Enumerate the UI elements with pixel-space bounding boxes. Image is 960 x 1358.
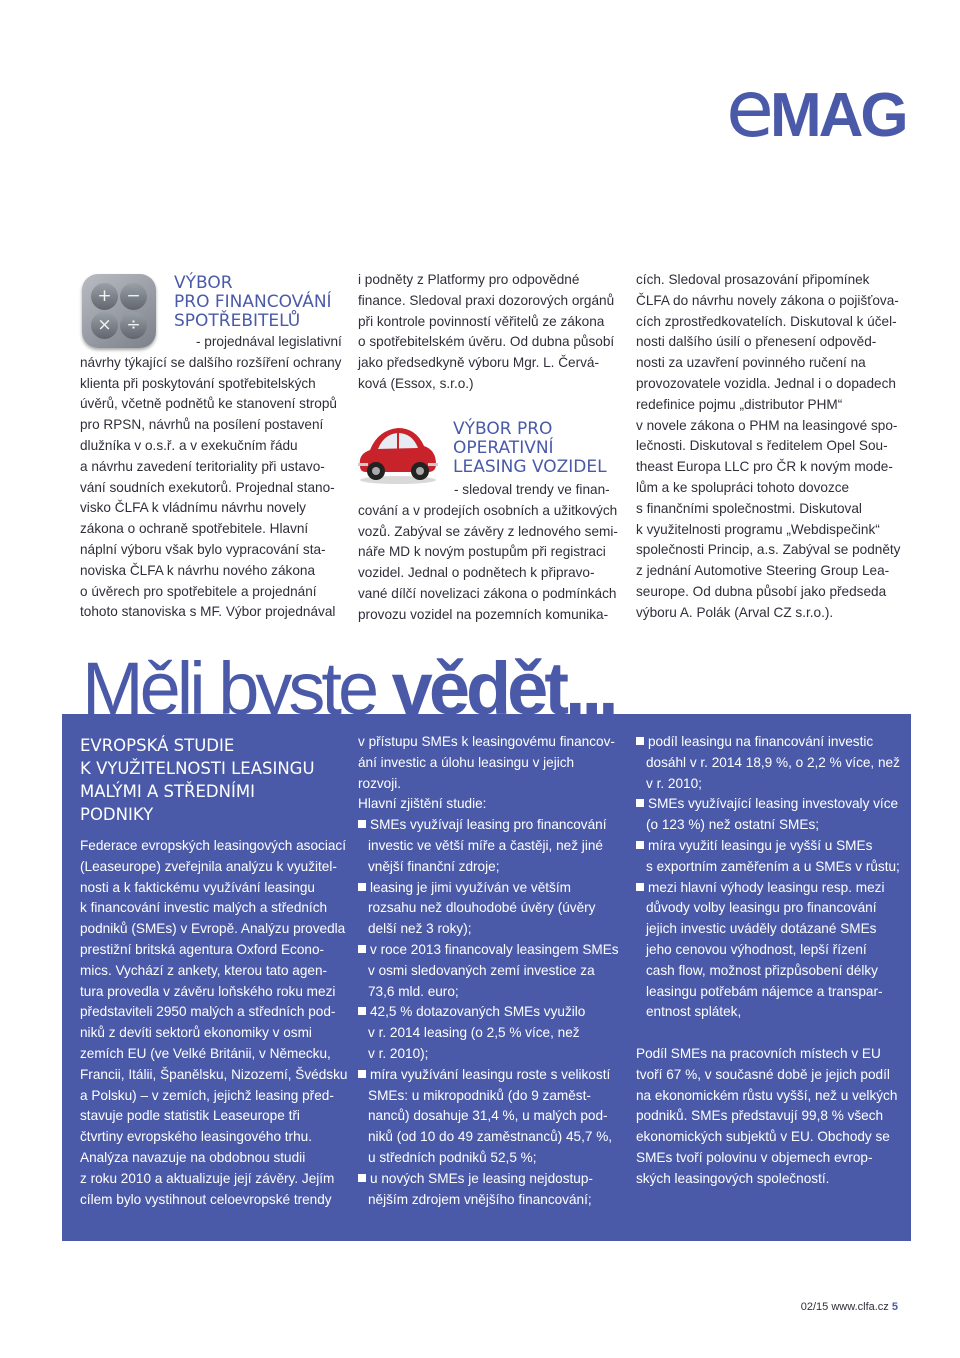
text-line: Federace evropských leasingových asociací bbox=[80, 838, 346, 853]
text-line: cování a v prodejích osobních a užitkových bbox=[358, 502, 618, 518]
bullet-icon bbox=[636, 799, 644, 807]
text-line: s finančními společnostmi. Diskutoval bbox=[636, 500, 862, 516]
text-line: jako předsedkyně výboru Mgr. L. Červá- bbox=[358, 355, 600, 371]
list-item bbox=[358, 878, 628, 899]
text-line: důvody volby leasingu pro financování bbox=[646, 900, 877, 916]
text-line: k využitelnosti programu „Webdispečink“ bbox=[636, 521, 880, 537]
text-line: seurope. Od dubna působí jako předseda bbox=[636, 583, 887, 599]
text-line: s exportním zaměřením a u SMEs v růstu; bbox=[646, 858, 900, 874]
text-line: delší než 3 roky); bbox=[368, 921, 472, 937]
logo-e: e bbox=[726, 65, 770, 155]
text-line: prestižní britská agentura Oxford Econo- bbox=[80, 941, 325, 957]
bullet-icon bbox=[358, 820, 366, 828]
text-line: LEASING VOZIDEL bbox=[453, 457, 607, 477]
text-line: Hlavní zjištění studie: bbox=[358, 796, 487, 812]
text-line: Francii, Itálii, Španělsku, Nizozemí, Švédsku bbox=[80, 1066, 348, 1082]
section2-body bbox=[358, 480, 628, 626]
text-line: i podněty z Platformy pro odpovědné bbox=[358, 272, 580, 287]
text-line: leasingu potřebám nájemce a transpar- bbox=[646, 983, 883, 999]
column2-top-text bbox=[358, 270, 618, 395]
text-line: u středních podniků 52,5 %; bbox=[368, 1149, 537, 1165]
text-line: SMEs: u mikropodniků (do 9 zaměst- bbox=[368, 1087, 591, 1103]
text-line: náplní výboru však bylo vypracování sta- bbox=[80, 541, 326, 557]
text-line: v roce 2013 financovaly leasingem SMEs bbox=[370, 941, 619, 957]
feature-heading bbox=[80, 734, 315, 826]
calculator-icon: + − × ÷ bbox=[82, 274, 156, 348]
logo-mag: MAG bbox=[770, 81, 906, 150]
text-line: k financování investic malých a středních bbox=[80, 900, 328, 916]
text-line: dlužníka v o.s.ř. a v exekučním řádu bbox=[80, 437, 298, 453]
section1-body bbox=[80, 332, 350, 623]
list-item bbox=[636, 878, 911, 899]
text-line: o spotřebitelském úvěru. Od dubna působí bbox=[358, 334, 615, 350]
text-line: vozidel. Jednal o podnětech k připravo- bbox=[358, 565, 595, 581]
text-line: podíl leasingu na financování investic bbox=[648, 734, 874, 749]
text-line: - projednával legislativní bbox=[196, 334, 342, 349]
text-line: 42,5 % dotazovaných SMEs využilo bbox=[370, 1004, 586, 1020]
text-line: z roku 2010 a aktualizuje její závěry. Jejím bbox=[80, 1170, 335, 1186]
text-line: provozu vozidel na pozemních komunika- bbox=[358, 606, 609, 622]
text-line: K VYUŽITELNOSTI LEASINGU bbox=[80, 759, 315, 778]
text-line: ekonomických subjektů v EU. Obchody se bbox=[636, 1129, 890, 1145]
text-line: cílem bylo vystihnout celoevropské trendy bbox=[80, 1191, 332, 1207]
emag-logo bbox=[726, 65, 906, 155]
text-line: podniků. SMEs představují 99,8 % všech bbox=[636, 1108, 884, 1124]
text-line: nějším zdrojem vnějšího financování; bbox=[368, 1191, 592, 1207]
text-line: rozvoji. bbox=[358, 775, 402, 791]
text-line: (o 123 %) než ostatní SMEs; bbox=[646, 817, 820, 833]
text-line: stavuje podle statistik Leaseurope tři bbox=[80, 1108, 300, 1124]
text-line: 73,6 mld. euro; bbox=[368, 983, 459, 999]
text-line: vnější finanční zdroje; bbox=[368, 858, 500, 874]
bullet-icon bbox=[358, 1174, 366, 1182]
text-line: v r. 2014 leasing (o 2,5 % více, než bbox=[368, 1025, 580, 1041]
list-item bbox=[636, 836, 911, 857]
text-line: tohoto stanoviska s MF. Výbor projednával bbox=[80, 604, 336, 620]
text-line: Analýza navazuje na obdobnou studii bbox=[80, 1149, 306, 1165]
text-line: čtvrtiny evropského leasingového trhu. bbox=[80, 1129, 312, 1145]
issue-url[interactable]: 02/15 www.clfa.cz bbox=[800, 1301, 889, 1313]
text-line: výboru A. Polák (Arval CZ s.r.o.). bbox=[636, 604, 834, 620]
column3-body bbox=[636, 270, 916, 624]
text-line: v r. 2010; bbox=[646, 775, 702, 791]
text-line: náře MD k novým postupům při registraci bbox=[358, 544, 606, 560]
text-line: cích zprostředkovatelích. Diskutoval k účel- bbox=[636, 313, 897, 329]
text-line: nosti dalšího úsilí o přenesení odpověd- bbox=[636, 334, 877, 350]
text-line: jejich investic uváděly dotázané SMEs bbox=[646, 921, 877, 937]
text-line: VÝBOR bbox=[174, 273, 233, 293]
text-line: úvěrů, včetně podnětů ke stanovení stropů bbox=[80, 396, 337, 412]
text-line: ání investic a úlohu leasingu v jejich bbox=[358, 754, 575, 770]
text-line: SPOTŘEBITELŮ bbox=[174, 311, 301, 331]
text-line: u nových SMEs je leasing nejdostup- bbox=[370, 1170, 593, 1186]
text-line: mezi hlavní výhody leasingu resp. mezi bbox=[648, 879, 885, 895]
text-line: tvoří 67 %, v současné době je jejich podíl bbox=[636, 1066, 890, 1082]
text-line: cích. Sledoval prosazování připomínek bbox=[636, 272, 870, 287]
feature-col3 bbox=[636, 732, 911, 1190]
text-line bbox=[636, 1023, 911, 1044]
page-number: 5 bbox=[891, 1301, 898, 1313]
text-line: jeho cenovou výhodnost, lepší řízení bbox=[646, 941, 867, 957]
feature-col1 bbox=[80, 836, 350, 1210]
text-line: společnosti Princip, a.s. Zabýval se podněty bbox=[636, 542, 901, 558]
bullet-icon bbox=[358, 1007, 366, 1015]
text-line: lečnosti. Diskutoval s ředitelem Opel Sou- bbox=[636, 438, 888, 454]
text-line: v novele zákona o PHM na leasingové spo- bbox=[636, 417, 898, 433]
list-item bbox=[358, 1065, 628, 1086]
text-line: OPERATIVNÍ bbox=[453, 438, 554, 458]
bullet-icon bbox=[358, 945, 366, 953]
text-line: niků z devíti sektorů ekonomiky v osmi bbox=[80, 1025, 312, 1041]
text-line: visko ČLFA k vládnímu návrhu novely bbox=[80, 500, 306, 516]
list-item bbox=[636, 794, 911, 815]
text-line: pro RPSN, návrhů na posílení postavení bbox=[80, 417, 324, 433]
text-line: vozů. Zabýval se závěry z lednového semi- bbox=[358, 523, 618, 539]
text-line: míra využití leasingu je vyšší u SMEs bbox=[648, 837, 873, 853]
text-line: nanců) dosahuje 31,4 %, u malých pod- bbox=[368, 1108, 608, 1124]
text-line: v r. 2010); bbox=[368, 1045, 429, 1061]
text-line: investic ve větší míře a častěji, než jiné bbox=[368, 837, 603, 853]
text-line: dosáhl v r. 2014 18,9 %, o 2,2 % více, než bbox=[646, 754, 900, 770]
text-line: MALÝMI A STŘEDNÍMI bbox=[80, 782, 255, 801]
text-line: lům a ke spolupráci tohoto dovozce bbox=[636, 479, 850, 495]
text-line: zemích EU (ve Velké Británii, v Německu, bbox=[80, 1045, 331, 1061]
list-item bbox=[358, 1002, 628, 1023]
text-line: PRO FINANCOVÁNÍ bbox=[174, 292, 332, 312]
text-line: VÝBOR PRO bbox=[453, 419, 553, 439]
section2-heading bbox=[453, 420, 607, 477]
text-line: EVROPSKÁ STUDIE bbox=[80, 736, 235, 755]
text-line: SMEs využívající leasing investovaly více bbox=[648, 796, 899, 812]
text-line: o úvěrech pro spotřebitele a projednání bbox=[80, 583, 317, 599]
list-item bbox=[358, 940, 628, 961]
text-line: podniků (SMEs) v Evropě. Analýzu provedla bbox=[80, 921, 346, 937]
text-line: zákona o ochraně spotřebitele. Hlavní bbox=[80, 521, 309, 537]
text-line: v přístupu SMEs k leasingovému financov- bbox=[358, 734, 615, 749]
text-line: PODNIKY bbox=[80, 805, 154, 824]
text-line: provozovatele vozidla. Jednal i o dopadech bbox=[636, 375, 896, 391]
text-line: entnost splátek, bbox=[646, 1004, 742, 1020]
text-line: - sledoval trendy ve finan- bbox=[454, 482, 610, 497]
text-line: leasing je jimi využíván ve větším bbox=[370, 879, 571, 895]
text-line: noviska ČLFA k návrhu nového zákona bbox=[80, 562, 316, 578]
text-line: z jednání Automotive Steering Group Lea- bbox=[636, 563, 890, 579]
text-line: (Leaseurope) zveřejnila analýzu k využitel- bbox=[80, 858, 337, 874]
text-line: návrhy týkající se dalšího rozšíření ochrany bbox=[80, 354, 342, 370]
text-line: rozsahu než dlouhodobé úvěry (úvěry bbox=[368, 900, 596, 916]
text-line: při kontrole povinností věřitelů ze zákona bbox=[358, 313, 605, 329]
text-line: mics. Vychází z ankety, kterou tato agen- bbox=[80, 962, 328, 978]
text-line: klienta při poskytování spotřebitelských bbox=[80, 375, 316, 391]
text-line: niků (od 10 do 49 zaměstnanců) 45,7 %, bbox=[368, 1129, 613, 1145]
text-line: cash flow, možnost přizpůsobení délky bbox=[646, 962, 878, 978]
bullet-icon bbox=[636, 841, 644, 849]
text-line: v osmi sledovaných zemí investice za bbox=[368, 962, 595, 978]
text-line: a návrhu zavedení teritoriality při ustavo- bbox=[80, 458, 325, 474]
text-line: redefinice pojmu „distributor PHM“ bbox=[636, 396, 843, 412]
text-line: Podíl SMEs na pracovních místech v EU bbox=[636, 1045, 881, 1061]
text-line: míra využívání leasingu roste s velikostí bbox=[370, 1066, 611, 1082]
text-line: tura provedla v závěru loňského roku mezi bbox=[80, 983, 336, 999]
page-footer bbox=[801, 1301, 898, 1313]
list-item bbox=[358, 815, 628, 836]
text-line: theast Europa LLC pro ČR k novým mode- bbox=[636, 459, 893, 475]
bullet-icon bbox=[358, 883, 366, 891]
car-icon bbox=[354, 416, 440, 486]
text-line: ková (Essox, s.r.o.) bbox=[358, 375, 474, 391]
text-line: finance. Sledoval praxi dozorových orgánů bbox=[358, 292, 615, 308]
text-line: ČLFA do návrhu novely zákona o pojišťova- bbox=[636, 292, 899, 308]
text-line: představiteli 2950 malých a středních pod- bbox=[80, 1004, 336, 1020]
text-line: na ekonomickém růstu vyšší, než u velkých bbox=[636, 1087, 898, 1103]
text-line: nosti za uzavření povinného ručení na bbox=[636, 355, 866, 371]
text-line: SMEs využívají leasing pro financování bbox=[370, 817, 607, 833]
text-line: vané dílčí novelizaci zákona o podmínkách bbox=[358, 585, 617, 601]
text-line: ských leasingových společností. bbox=[636, 1170, 830, 1186]
section1-heading bbox=[174, 274, 332, 331]
text-line: a Polsku) – v zemích, jejichž leasing před- bbox=[80, 1087, 334, 1103]
bullet-icon bbox=[358, 1070, 366, 1078]
text-line: nosti a k faktickému využívání leasingu bbox=[80, 879, 315, 895]
bullet-icon bbox=[636, 883, 644, 891]
text-line: SMEs tvoří polovinu v objemech evrop- bbox=[636, 1149, 873, 1165]
feature-title: Měli byste vědět... bbox=[82, 647, 615, 730]
bullet-icon bbox=[636, 737, 644, 745]
list-item bbox=[636, 732, 911, 753]
text-line: vání soudních exekutorů. Projednal stano- bbox=[80, 479, 335, 495]
list-item bbox=[358, 1169, 628, 1190]
feature-col2 bbox=[358, 732, 628, 1210]
